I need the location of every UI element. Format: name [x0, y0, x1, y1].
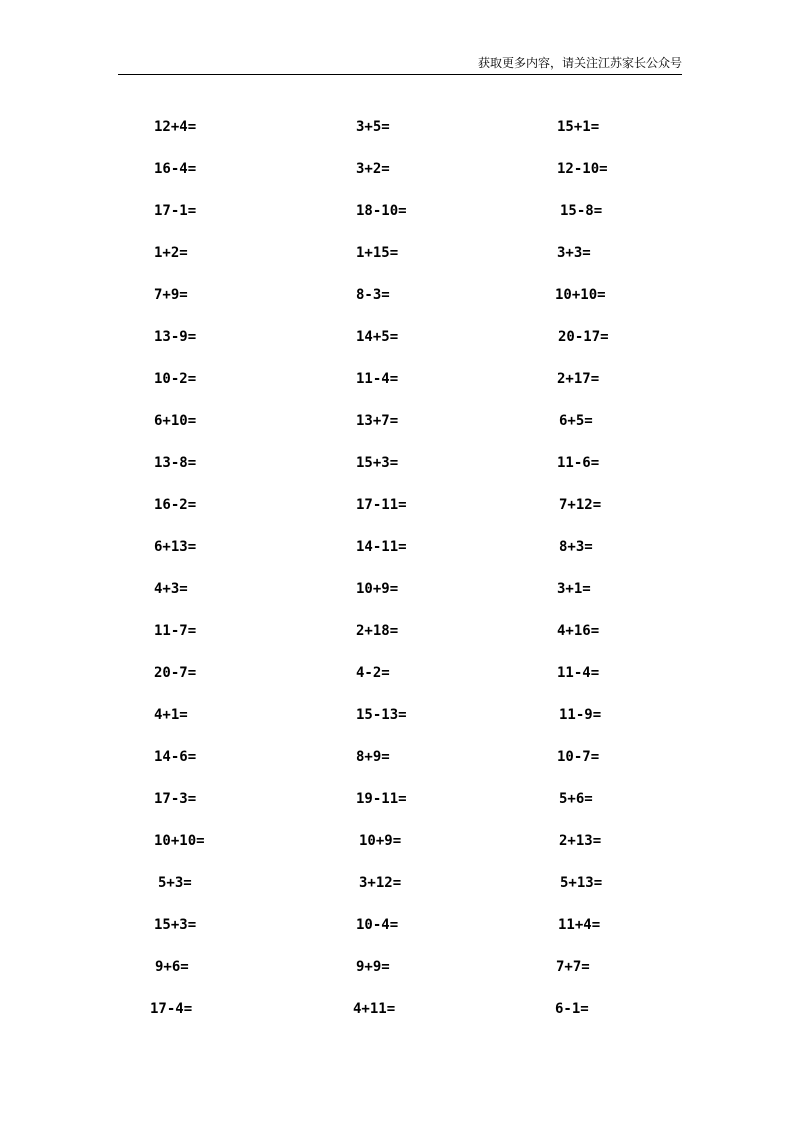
problem-r14-c3: 11-4=	[557, 665, 600, 681]
problem-r6-c1: 13-9=	[154, 329, 197, 345]
problem-r20-c3: 11+4=	[558, 917, 601, 933]
problem-r20-c1: 15+3=	[154, 917, 197, 933]
problem-r22-c2: 4+11=	[353, 1001, 396, 1017]
problem-r19-c2: 3+12=	[359, 875, 402, 891]
problem-r5-c3: 10+10=	[555, 287, 606, 303]
problem-r13-c2: 2+18=	[356, 623, 399, 639]
problem-r17-c1: 17-3=	[154, 791, 197, 807]
problem-r4-c1: 1+2=	[154, 245, 188, 261]
problem-r1-c2: 3+5=	[356, 119, 390, 135]
problem-r19-c3: 5+13=	[560, 875, 603, 891]
problem-r7-c1: 10-2=	[154, 371, 197, 387]
problem-r22-c3: 6-1=	[555, 1001, 589, 1017]
problem-r7-c3: 2+17=	[557, 371, 600, 387]
problem-r8-c2: 13+7=	[356, 413, 399, 429]
problem-r12-c3: 3+1=	[557, 581, 591, 597]
problem-r9-c1: 13-8=	[154, 455, 197, 471]
problem-r22-c1: 17-4=	[150, 1001, 193, 1017]
problem-r21-c1: 9+6=	[155, 959, 189, 975]
header-text: 获取更多内容，请关注江苏家长公众号	[477, 56, 682, 70]
problem-r2-c1: 16-4=	[154, 161, 197, 177]
problem-r15-c3: 11-9=	[559, 707, 602, 723]
problem-r16-c3: 10-7=	[557, 749, 600, 765]
problem-r15-c1: 4+1=	[154, 707, 188, 723]
problem-r14-c2: 4-2=	[356, 665, 390, 681]
problem-r7-c2: 11-4=	[356, 371, 399, 387]
problem-r17-c2: 19-11=	[356, 791, 407, 807]
problem-r5-c1: 7+9=	[154, 287, 188, 303]
problem-r13-c1: 11-7=	[154, 623, 197, 639]
problem-r18-c1: 10+10=	[154, 833, 205, 849]
problem-r5-c2: 8-3=	[356, 287, 390, 303]
problem-r11-c2: 14-11=	[356, 539, 407, 555]
problem-r12-c1: 4+3=	[154, 581, 188, 597]
problem-r13-c3: 4+16=	[557, 623, 600, 639]
problem-r10-c2: 17-11=	[356, 497, 407, 513]
problem-r16-c1: 14-6=	[154, 749, 197, 765]
problem-r12-c2: 10+9=	[356, 581, 399, 597]
problem-r21-c3: 7+7=	[556, 959, 590, 975]
problem-r6-c3: 20-17=	[558, 329, 609, 345]
problem-r8-c1: 6+10=	[154, 413, 197, 429]
problem-r9-c3: 11-6=	[557, 455, 600, 471]
problem-r21-c2: 9+9=	[356, 959, 390, 975]
problem-r18-c2: 10+9=	[359, 833, 402, 849]
problem-r2-c2: 3+2=	[356, 161, 390, 177]
problem-r11-c1: 6+13=	[154, 539, 197, 555]
problem-r9-c2: 15+3=	[356, 455, 399, 471]
problem-r2-c3: 12-10=	[557, 161, 608, 177]
problem-r10-c3: 7+12=	[559, 497, 602, 513]
problem-r4-c3: 3+3=	[557, 245, 591, 261]
problem-r6-c2: 14+5=	[356, 329, 399, 345]
problem-r17-c3: 5+6=	[559, 791, 593, 807]
problem-r16-c2: 8+9=	[356, 749, 390, 765]
problem-r8-c3: 6+5=	[559, 413, 593, 429]
problem-r15-c2: 15-13=	[356, 707, 407, 723]
problem-r19-c1: 5+3=	[158, 875, 192, 891]
problem-r3-c1: 17-1=	[154, 203, 197, 219]
problem-r4-c2: 1+15=	[356, 245, 399, 261]
problem-r20-c2: 10-4=	[356, 917, 399, 933]
problem-r11-c3: 8+3=	[559, 539, 593, 555]
problem-r18-c3: 2+13=	[559, 833, 602, 849]
problem-r1-c1: 12+4=	[154, 119, 197, 135]
problem-r1-c3: 15+1=	[557, 119, 600, 135]
problem-r10-c1: 16-2=	[154, 497, 197, 513]
problem-r3-c2: 18-10=	[356, 203, 407, 219]
problem-r14-c1: 20-7=	[154, 665, 197, 681]
problem-r3-c3: 15-8=	[560, 203, 603, 219]
